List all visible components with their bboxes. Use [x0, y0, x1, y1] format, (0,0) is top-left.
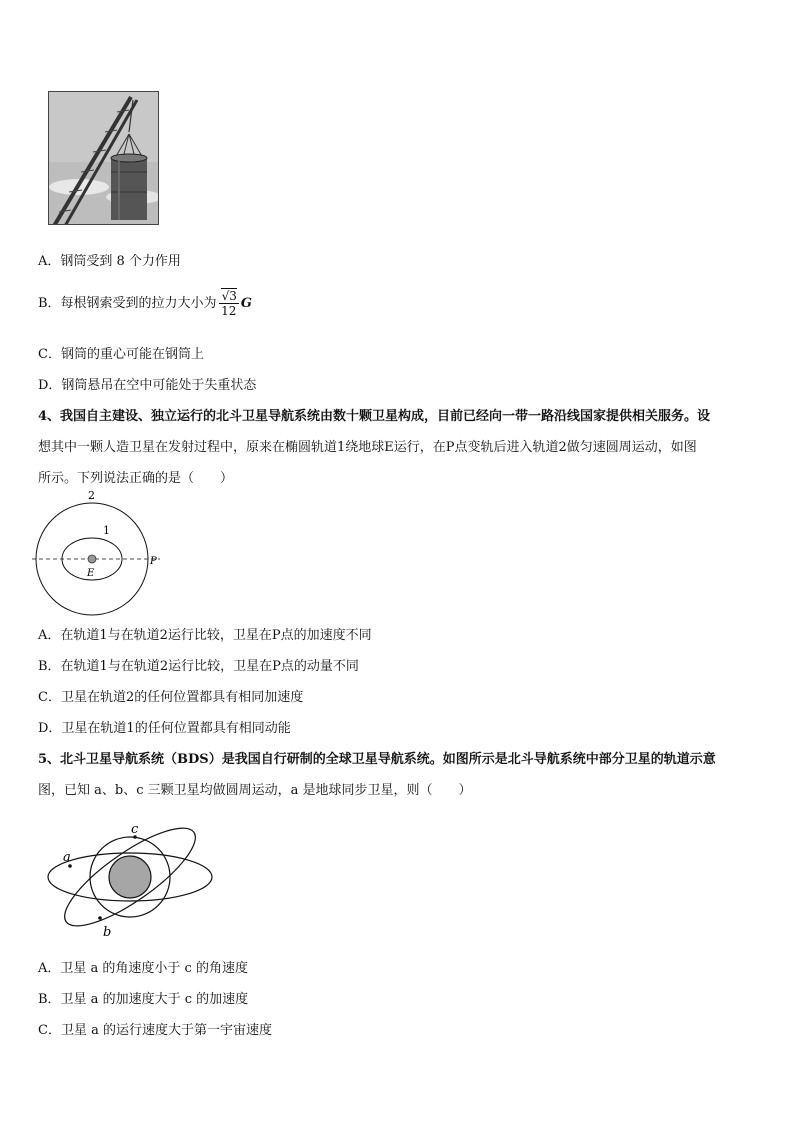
bds-orbit-diagram: [45, 815, 225, 945]
orbit-label-2: 2: [88, 490, 95, 502]
q3-option-b-variable: G: [240, 296, 252, 311]
q3-option-b-denominator: 12: [221, 304, 237, 318]
orbit-diagram: [30, 490, 170, 620]
crane-photo: [48, 91, 159, 225]
q5-stem-line-1: 5、北斗卫星导航系统（BDS）是我国自行研制的全球卫星导航系统。如图所示是北斗导航系统中部分卫星的轨道示意: [38, 752, 716, 767]
q3-option-b-fraction: [219, 289, 239, 318]
satellite-b-dot: [98, 916, 102, 920]
orbit-label-p: P: [150, 556, 157, 567]
q4-stem-line-1: 4、我国自主建设、独立运行的北斗卫星导航系统由数十颗卫星构成，目前已经向一带一路沿线国家提供相关服务。设: [38, 409, 711, 424]
label-c: c: [131, 822, 139, 837]
orbit-label-e: E: [87, 568, 95, 579]
q5-option-a: A．卫星 a 的角速度小于 c 的角速度: [38, 961, 248, 976]
orbit-label-1: 1: [103, 524, 110, 537]
q3-option-a: A．钢筒受到 8 个力作用: [38, 254, 181, 269]
q4-option-c: C．卫星在轨道2的任何位置都具有相同加速度: [38, 690, 304, 705]
label-b: b: [103, 925, 112, 940]
q5-stem-line-2: 图，已知 a、b、c 三颗卫星均做圆周运动，a 是地球同步卫星，则（ ）: [38, 783, 472, 798]
q5-option-b: B．卫星 a 的加速度大于 c 的加速度: [38, 992, 249, 1007]
label-a: a: [63, 850, 71, 865]
q3-option-b: [38, 289, 252, 318]
q3-option-b-sqrt: √3: [221, 289, 237, 303]
q4-stem-line-3: 所示。下列说法正确的是（ ）: [38, 471, 234, 486]
q3-option-c: C．钢筒的重心可能在钢筒上: [38, 347, 204, 362]
earth-disc: [109, 856, 151, 898]
q3-option-b-prefix: B．每根钢索受到的拉力大小为: [38, 296, 217, 311]
crane-photo-drawing: [49, 92, 159, 225]
q5-option-c: C．卫星 a 的运行速度大于第一宇宙速度: [38, 1023, 272, 1038]
q4-stem-line-2: 想其中一颗人造卫星在发射过程中，原来在椭圆轨道1绕地球E运行，在P点变轨后进入轨道2做匀速圆周运动，如图: [38, 440, 697, 455]
q3-option-d: D．钢筒悬吊在空中可能处于失重状态: [38, 378, 257, 393]
q4-option-a: A．在轨道1与在轨道2运行比较，卫星在P点的加速度不同: [38, 628, 372, 643]
q4-option-b: B．在轨道1与在轨道2运行比较，卫星在P点的动量不同: [38, 659, 359, 674]
q4-option-d: D．卫星在轨道1的任何位置都具有相同动能: [38, 721, 291, 736]
earth-e: [88, 555, 96, 563]
